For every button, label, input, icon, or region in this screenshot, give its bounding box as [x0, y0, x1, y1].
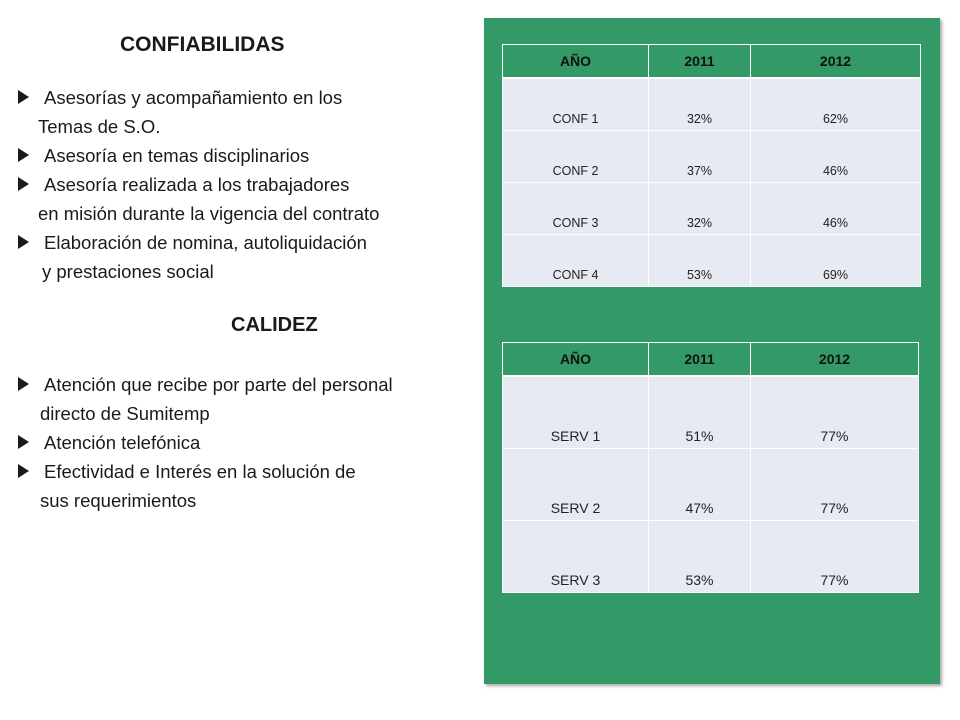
bullet-continuation: en misión durante la vigencia del contrato	[38, 203, 380, 224]
table-header-row	[503, 343, 919, 377]
table-cell: 46%	[751, 183, 921, 235]
bullet-item	[18, 170, 379, 228]
column-header: 2011	[649, 343, 751, 377]
arrow-bullet-icon	[18, 148, 29, 162]
arrow-bullet-icon	[18, 435, 29, 449]
bullet-text: Asesoría en temas disciplinarios	[44, 145, 310, 166]
bullet-text: Elaboración de nomina, autoliquidación	[44, 232, 367, 253]
table-cell: SERV 3	[503, 521, 649, 593]
bullet-item	[18, 457, 393, 515]
table-cell: 62%	[751, 78, 921, 131]
column-header: 2012	[751, 343, 919, 377]
table-cell: 77%	[751, 376, 919, 449]
table-row	[503, 235, 921, 287]
bullet-item	[18, 141, 379, 170]
table-cell: 32%	[649, 78, 751, 131]
column-header: 2011	[649, 45, 751, 79]
arrow-bullet-icon	[18, 177, 29, 191]
table-cell: 46%	[751, 131, 921, 183]
table-row	[503, 521, 919, 593]
bullet-item	[18, 370, 393, 428]
bullet-continuation: Temas de S.O.	[38, 116, 161, 137]
calidez-heading: CALIDEZ	[231, 314, 318, 336]
table-cell: CONF 4	[503, 235, 649, 287]
table-cell: 32%	[649, 183, 751, 235]
bullet-item	[18, 83, 379, 141]
table-row	[503, 78, 921, 131]
servicio-table	[502, 342, 919, 593]
bullet-continuation: y prestaciones social	[42, 261, 214, 282]
bullet-text: Asesoría realizada a los trabajadores	[44, 174, 350, 195]
arrow-bullet-icon	[18, 377, 29, 391]
bullet-item	[18, 428, 393, 457]
table-cell: CONF 1	[503, 78, 649, 131]
table-cell: 51%	[649, 376, 751, 449]
arrow-bullet-icon	[18, 235, 29, 249]
table-cell: 69%	[751, 235, 921, 287]
arrow-bullet-icon	[18, 90, 29, 104]
table-cell: 77%	[751, 449, 919, 521]
bullet-text: Atención telefónica	[44, 432, 201, 453]
bullet-continuation: directo de Sumitemp	[40, 403, 210, 424]
table-cell: SERV 1	[503, 376, 649, 449]
column-header: 2012	[751, 45, 921, 79]
table-cell: CONF 3	[503, 183, 649, 235]
table-cell: 53%	[649, 235, 751, 287]
table-cell: 47%	[649, 449, 751, 521]
confiabilidad-heading: CONFIABILIDAS	[120, 33, 285, 56]
table-cell: 53%	[649, 521, 751, 593]
arrow-bullet-icon	[18, 464, 29, 478]
bullet-text: Efectividad e Interés en la solución de	[44, 461, 356, 482]
table-row	[503, 183, 921, 235]
confiabilidad-table	[502, 44, 921, 287]
bullet-item	[18, 228, 379, 286]
calidez-list	[18, 370, 393, 515]
bullet-continuation: sus requerimientos	[40, 490, 197, 511]
column-header: AÑO	[503, 45, 649, 79]
table-cell: 37%	[649, 131, 751, 183]
table-row	[503, 131, 921, 183]
table-header-row	[503, 45, 921, 79]
table-cell: 77%	[751, 521, 919, 593]
bullet-text: Atención que recibe por parte del personal	[44, 374, 393, 395]
table-row	[503, 376, 919, 449]
column-header: AÑO	[503, 343, 649, 377]
bullet-text: Asesorías y acompañamiento en los	[44, 87, 343, 108]
table-row	[503, 449, 919, 521]
table-cell: SERV 2	[503, 449, 649, 521]
table-cell: CONF 2	[503, 131, 649, 183]
confiabilidad-list	[18, 83, 379, 286]
